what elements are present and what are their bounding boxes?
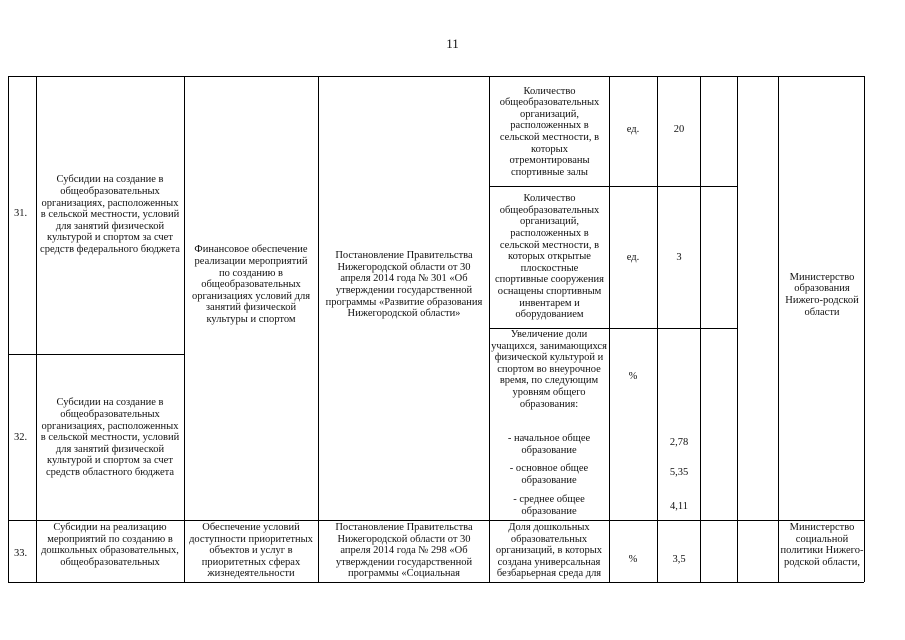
subsidy-name-cell: Субсидии на реализацию мероприятий по созданию в дошкольных образовательных, общеобразовательных [41, 522, 179, 568]
activity-cell: Финансовое обеспечение реализации мероприятий по созданию в общеобразовательных организациях условий для занятий физической культуры и спортом [191, 244, 311, 325]
subsidy-name-cell: Субсидии на создание в общеобразовательных организациях, расположенных в сельской местности, условий для занятий физической культурой и спортом за счет средств федерального бюджета [40, 174, 180, 255]
level-label: - среднее общее образование [513, 494, 585, 517]
value-cell: 3,5 [672, 554, 686, 566]
unit-cell: % [628, 371, 638, 383]
value-cell: 3 [676, 252, 682, 264]
row-number: 31. [14, 208, 28, 219]
level-value: 2,78 [669, 437, 689, 449]
level-value: 5,35 [669, 467, 689, 479]
page-number: 11 [446, 36, 459, 51]
unit-cell: % [628, 554, 638, 566]
indicator-cell: Количество общеобразовательных организаций, расположенных в сельской местности, в которых открытые плоскостные спортивные сооружения оснащены спортивным инвентарем и оборудованием [495, 193, 604, 321]
value-cell: 20 [673, 124, 685, 136]
unit-cell: ед. [626, 124, 640, 136]
level-label: - начальное общее образование [507, 433, 591, 456]
row-number: 33. [14, 548, 28, 559]
ministry-cell: Министерство образования Нижего-родской области [785, 271, 859, 318]
ministry-cell: Министерство социальной политики Нижего-родской области, [780, 522, 864, 568]
document-cell: Постановление Правительства Нижегородской области от 30 апреля 2014 года № 298 «Об утверждении государственной программы «Социальная [335, 522, 473, 580]
indicator-cell: Доля дошкольных образовательных организаций, в которых создана универсальная безбарьерная среда для [495, 522, 603, 580]
level-value: 4,11 [670, 501, 688, 513]
unit-cell: ед. [626, 252, 640, 264]
indicator-cell: Увеличение доли учащихся, занимающихся физической культурой и спортом во внеурочное время, по следующим уровням общего образования: [491, 329, 607, 410]
row-number: 32. [14, 432, 28, 443]
activity-cell: Обеспечение условий доступности приоритетных объектов и услуг в приоритетных сферах жизнедеятельности [189, 522, 313, 580]
level-label: - основное общее образование [509, 463, 589, 486]
document-cell: Постановление Правительства Нижегородской области от 30 апреля 2014 года № 301 «Об утверждении государственной программы «Развитие образования Нижегородской области» [325, 250, 483, 320]
subsidy-name-cell: Субсидии на создание в общеобразовательных организациях, расположенных в сельской местности, условий для занятий физической культурой и спортом за счет средств областного бюджета [40, 397, 180, 478]
indicator-cell: Количество общеобразовательных организаций, расположенных в сельской местности, в которых отремонтированы спортивные залы [499, 85, 600, 178]
